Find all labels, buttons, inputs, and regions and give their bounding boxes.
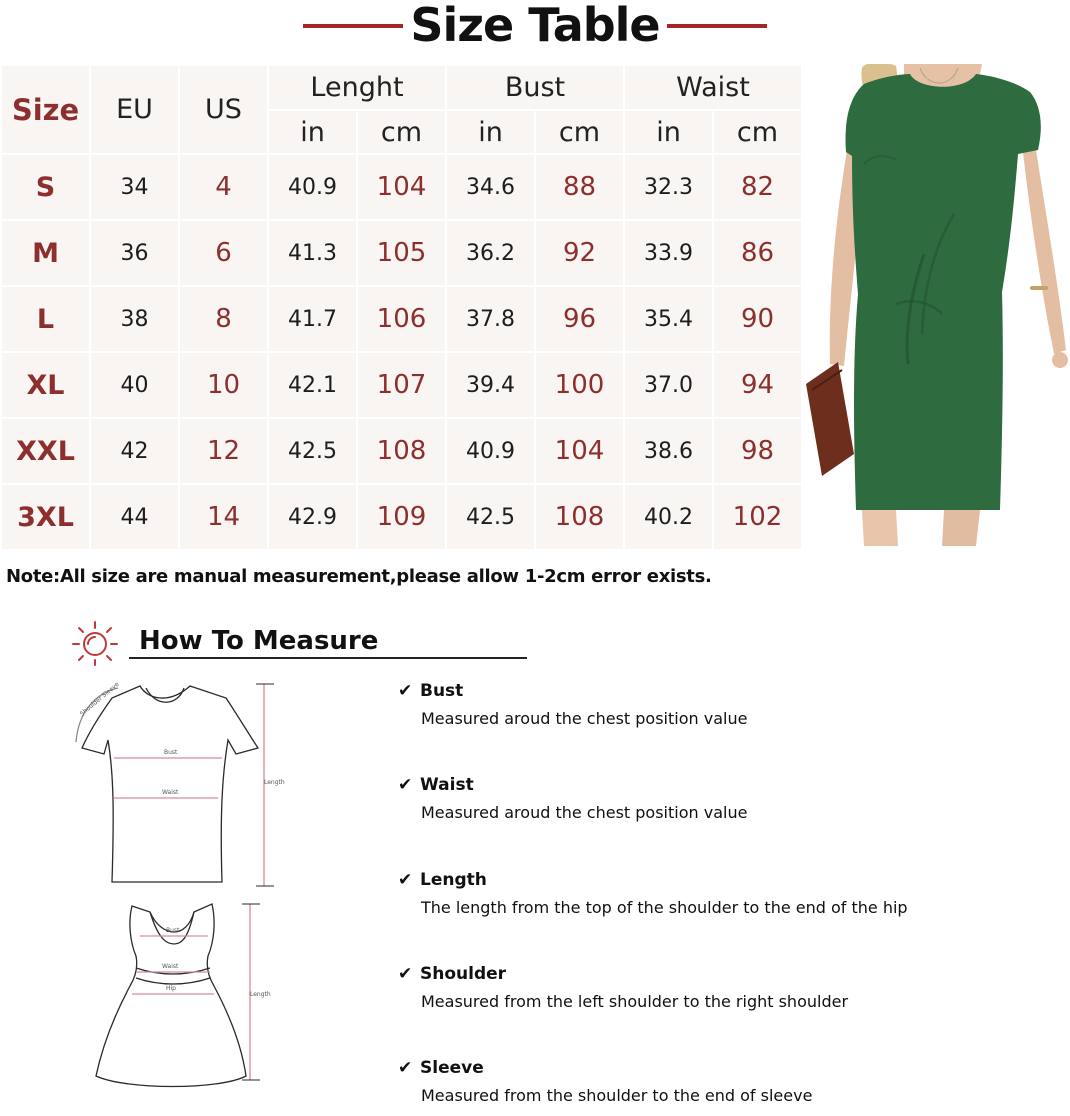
cell-waist-cm: 98 — [714, 419, 801, 483]
model-photo — [804, 64, 1070, 546]
cell-waist-in: 35.4 — [625, 287, 712, 351]
cell-length-in: 41.3 — [269, 221, 356, 285]
table-header-row — [2, 66, 801, 109]
cell-eu: 40 — [91, 353, 178, 417]
cell-bust-cm: 100 — [536, 353, 623, 417]
title-rule-right — [667, 24, 767, 28]
cell-bust-cm: 92 — [536, 221, 623, 285]
cell-us: 14 — [180, 485, 267, 549]
check-icon: ✔ — [398, 964, 413, 984]
item-description: Measured from the left shoulder to the right shoulder — [421, 992, 849, 1011]
cell-waist-cm: 102 — [714, 485, 801, 549]
unit-bust-in: in — [447, 111, 534, 153]
cell-size: 3XL — [2, 485, 89, 549]
measurement-note: Note:All size are manual measurement,please allow 1-2cm error exists. — [6, 566, 712, 587]
table-row — [2, 419, 801, 483]
label-shoulder-sleeve: Shoulder Sleeve — [78, 680, 121, 718]
item-description: Measured from the shoulder to the end of sleeve — [421, 1086, 813, 1105]
cell-waist-cm: 86 — [714, 221, 801, 285]
unit-waist-cm: cm — [714, 111, 801, 153]
cell-length-in: 41.7 — [269, 287, 356, 351]
cell-eu: 34 — [91, 155, 178, 219]
item-description: Measured aroud the chest position value — [421, 803, 748, 822]
cell-size: S — [2, 155, 89, 219]
header-length: Lenght — [269, 66, 445, 109]
table-row — [2, 287, 801, 351]
table-row — [2, 221, 801, 285]
label-dress-bust: Bust — [166, 927, 180, 934]
cell-waist-in: 32.3 — [625, 155, 712, 219]
cell-length-in: 42.1 — [269, 353, 356, 417]
item-name: Shoulder — [420, 964, 507, 984]
size-table — [0, 64, 803, 551]
cell-waist-cm: 94 — [714, 353, 801, 417]
cell-length-in: 40.9 — [269, 155, 356, 219]
cell-eu: 38 — [91, 287, 178, 351]
check-icon: ✔ — [398, 1058, 413, 1078]
cell-us: 4 — [180, 155, 267, 219]
cell-eu: 44 — [91, 485, 178, 549]
table-row — [2, 155, 801, 219]
unit-bust-cm: cm — [536, 111, 623, 153]
check-icon: ✔ — [398, 681, 413, 701]
item-name: Waist — [420, 775, 474, 795]
header-waist: Waist — [625, 66, 801, 109]
cell-length-cm: 108 — [358, 419, 445, 483]
check-icon: ✔ — [398, 775, 413, 795]
cell-waist-in: 33.9 — [625, 221, 712, 285]
table-row — [2, 353, 801, 417]
list-item — [398, 1057, 1038, 1106]
cell-size: XL — [2, 353, 89, 417]
sun-icon — [70, 618, 126, 666]
unit-waist-in: in — [625, 111, 712, 153]
cell-eu: 42 — [91, 419, 178, 483]
item-description: The length from the top of the shoulder to the end of the hip — [421, 898, 908, 917]
tshirt-diagram — [82, 686, 258, 882]
how-to-measure-rule — [129, 657, 527, 659]
list-item — [398, 774, 1038, 823]
label-dress-waist: Waist — [162, 963, 179, 970]
label-dress-hip: Hip — [166, 985, 176, 992]
unit-length-in: in — [269, 111, 356, 153]
cell-bust-cm: 108 — [536, 485, 623, 549]
title-block — [0, 0, 1070, 52]
item-name: Sleeve — [420, 1058, 484, 1078]
cell-length-cm: 104 — [358, 155, 445, 219]
model-illustration — [804, 64, 1070, 546]
cell-waist-in: 40.2 — [625, 485, 712, 549]
cell-length-cm: 109 — [358, 485, 445, 549]
cell-bust-in: 40.9 — [447, 419, 534, 483]
cell-size: M — [2, 221, 89, 285]
cell-bust-in: 36.2 — [447, 221, 534, 285]
cell-bust-in: 37.8 — [447, 287, 534, 351]
cell-eu: 36 — [91, 221, 178, 285]
cell-bust-cm: 96 — [536, 287, 623, 351]
list-item — [398, 963, 1038, 1012]
cell-us: 6 — [180, 221, 267, 285]
header-eu: EU — [91, 66, 178, 153]
list-item — [398, 869, 1038, 918]
header-size: Size — [2, 66, 89, 153]
item-name: Bust — [420, 681, 464, 701]
cell-length-in: 42.9 — [269, 485, 356, 549]
cell-length-cm: 106 — [358, 287, 445, 351]
how-to-measure-title: How To Measure — [139, 626, 379, 656]
cell-length-cm: 107 — [358, 353, 445, 417]
cell-bust-cm: 104 — [536, 419, 623, 483]
unit-length-cm: cm — [358, 111, 445, 153]
garment-diagrams — [70, 676, 310, 1116]
label-shirt-waist: Waist — [162, 789, 179, 796]
cell-us: 8 — [180, 287, 267, 351]
cell-length-in: 42.5 — [269, 419, 356, 483]
cell-bust-in: 34.6 — [447, 155, 534, 219]
item-name: Length — [420, 870, 487, 890]
label-dress-length: Length — [250, 991, 271, 998]
cell-waist-cm: 90 — [714, 287, 801, 351]
check-icon: ✔ — [398, 870, 413, 890]
cell-bust-in: 42.5 — [447, 485, 534, 549]
cell-bust-in: 39.4 — [447, 353, 534, 417]
cell-bust-cm: 88 — [536, 155, 623, 219]
header-bust: Bust — [447, 66, 623, 109]
label-shirt-length: Length — [264, 779, 285, 786]
cell-waist-in: 37.0 — [625, 353, 712, 417]
list-item — [398, 680, 1038, 729]
label-shirt-bust: Bust — [164, 749, 178, 756]
header-us: US — [180, 66, 267, 153]
table-row — [2, 485, 801, 549]
cell-length-cm: 105 — [358, 221, 445, 285]
cell-size: XXL — [2, 419, 89, 483]
item-description: Measured aroud the chest position value — [421, 709, 748, 728]
cell-size: L — [2, 287, 89, 351]
cell-us: 10 — [180, 353, 267, 417]
title-rule-left — [303, 24, 403, 28]
cell-waist-in: 38.6 — [625, 419, 712, 483]
cell-waist-cm: 82 — [714, 155, 801, 219]
cell-us: 12 — [180, 419, 267, 483]
page-title: Size Table — [410, 0, 660, 52]
